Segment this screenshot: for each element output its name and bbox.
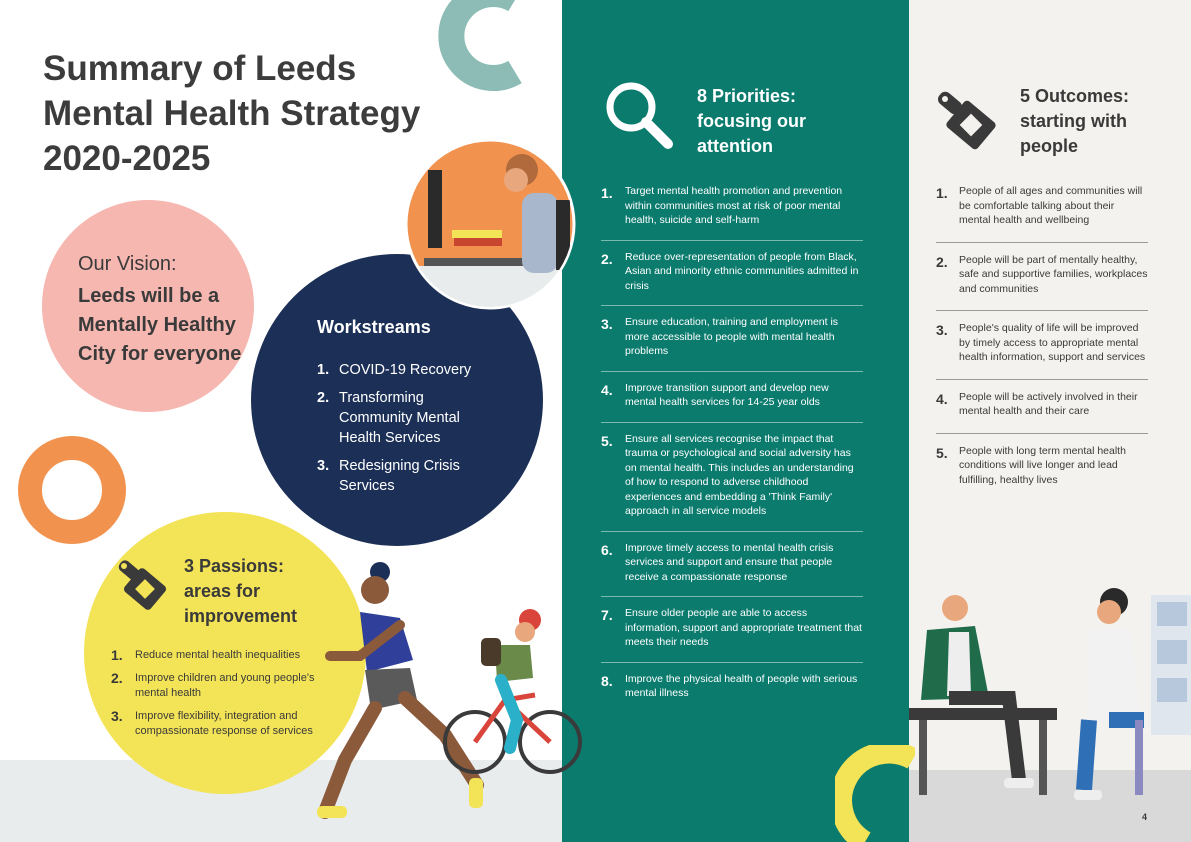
workstreams-list bbox=[317, 360, 487, 504]
list-item: 3. Improve flexibility, integration and compassionate response of services bbox=[111, 708, 313, 737]
list-item: 6. Improve timely access to mental health crisis services and support and ensure that people receive a compassionate response bbox=[601, 541, 863, 598]
list-item: 5. People with long term mental health conditions will live longer and lead fulfilling, healthy lives bbox=[936, 444, 1126, 486]
outcomes-title: 5 Outcomes: starting with people bbox=[1020, 86, 1130, 156]
list-item: 5. Ensure all services recognise the impact that trauma or psychological and social adversity has on mental health. This includes an understanding of how to respond to adverse childhood experiences and embedding a 'Think Family' approach in all service models bbox=[601, 432, 863, 532]
list-item: 1. COVID-19 Recovery bbox=[317, 362, 472, 378]
list-item: 4. Improve transition support and develop new mental health services for 14-25 year olds bbox=[601, 381, 863, 423]
sage-arc-decoration bbox=[435, 0, 545, 100]
wrench-icon bbox=[112, 552, 168, 612]
list-item: 2. Reduce over-representation of people from Black, Asian and minority ethnic communities admitted in crisis bbox=[601, 250, 863, 307]
priorities-title: 8 Priorities: focusing our attention bbox=[697, 86, 806, 156]
desk-worker-illustration bbox=[404, 138, 576, 310]
list-item: 7. Ensure older people are able to access information, support and appropriate treatment that meets their needs bbox=[601, 606, 863, 663]
vision-label: Our Vision: bbox=[78, 253, 177, 275]
list-item: 2. Improve children and young people's mental health bbox=[111, 670, 315, 699]
magnifier-icon bbox=[604, 80, 674, 150]
list-item: 3. People's quality of life will be improved by timely access to appropriate mental health information, support and services bbox=[936, 321, 1148, 380]
list-item: 2. Transforming Community Mental Health Services bbox=[317, 390, 460, 446]
list-item: 1. Reduce mental health inequalities bbox=[111, 647, 301, 663]
list-item: 1. People of all ages and communities will be comfortable talking about their mental health and wellbeing bbox=[936, 184, 1148, 243]
wrench-icon bbox=[933, 86, 1003, 156]
passions-title: 3 Passions: areas for improvement bbox=[184, 556, 298, 626]
vision-statement: Leeds will be a Mentally Healthy City for everyone bbox=[78, 285, 242, 365]
priorities-list bbox=[601, 184, 863, 722]
runner-cyclist-illustration bbox=[305, 560, 585, 830]
list-item: 3. Ensure education, training and employment is more accessible to people with mental health problems bbox=[601, 315, 863, 372]
list-item: 4. People will be actively involved in their mental health and their care bbox=[936, 390, 1148, 434]
list-item: 2. People will be part of mentally healthy, safe and supportive families, workplaces and communities bbox=[936, 253, 1148, 312]
list-item: 1. Target mental health promotion and prevention within communities most at risk of poor mental health, suicide and self-harm bbox=[601, 184, 863, 241]
clinic-consultation-illustration bbox=[909, 580, 1191, 810]
passions-list bbox=[111, 648, 321, 747]
yellow-arc-decoration bbox=[835, 745, 915, 842]
workstreams-title: Workstreams bbox=[317, 317, 431, 337]
page-title: Summary of Leeds Mental Health Strategy 2020-2025 bbox=[43, 49, 421, 178]
vision-text bbox=[78, 253, 268, 369]
page-number: 4 bbox=[1142, 812, 1148, 822]
orange-ring-decoration bbox=[16, 434, 128, 546]
list-item: 3. Redesigning Crisis Services bbox=[317, 458, 460, 494]
outcomes-list bbox=[936, 184, 1148, 511]
list-item: 8. Improve the physical health of people with serious mental illness bbox=[601, 672, 858, 699]
